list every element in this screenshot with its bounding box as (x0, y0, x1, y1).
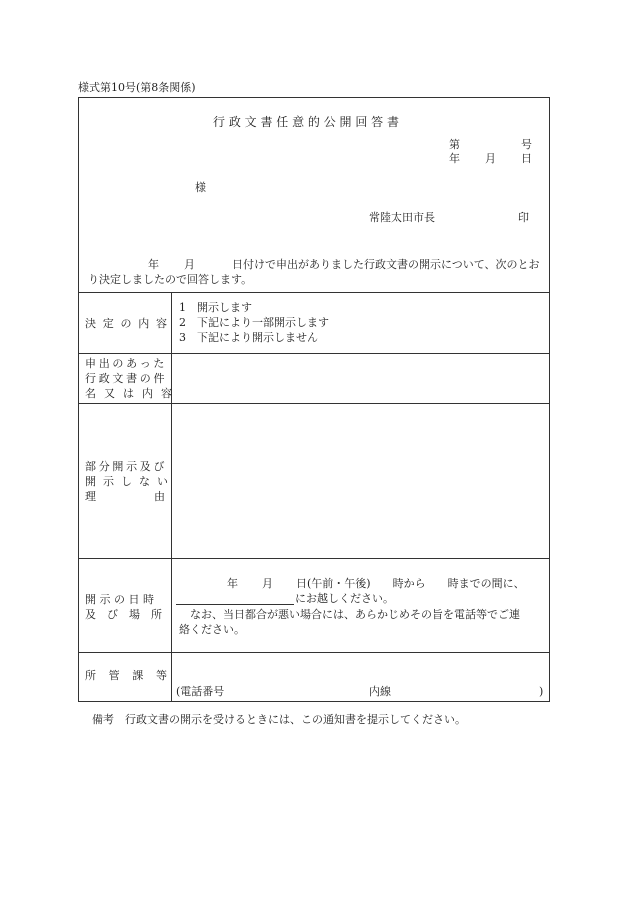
issuer-name: 常陸太田市長 (369, 211, 435, 224)
document-label-line: 名又は内容 (85, 387, 180, 400)
document-label-line: 申出のあった (85, 357, 168, 370)
intro-line-2: り決定しましたので回答します。 (88, 273, 253, 286)
reasons-label-line: 開示しない (85, 475, 175, 488)
ref-dai: 第 (449, 138, 460, 151)
row-divider (78, 558, 550, 559)
intro-month: 月 (184, 258, 195, 271)
row-divider (78, 292, 550, 293)
ref-month: 月 (485, 152, 496, 165)
decision-option: 3 下記により開示しません (179, 331, 318, 344)
row-divider (78, 652, 550, 653)
remarks-note: 備考 行政文書の開示を受けるときには、この通知書を提示してください。 (92, 713, 466, 726)
phone-number-label: (電話番号 (176, 685, 225, 698)
datetime-line-3: なお、当日都合が悪い場合には、あらかじめその旨を電話等でご連 (179, 608, 520, 621)
document-title: 行 政 文 書 任 意 的 公 開 回 答 書 (213, 115, 399, 129)
seal-mark: 印 (518, 211, 529, 224)
datetime-label-line: 及び場所 (85, 608, 173, 621)
place-blank-line (176, 604, 294, 605)
intro-year: 年 (148, 258, 159, 271)
datetime-year: 年 (227, 577, 238, 590)
ref-year: 年 (449, 152, 460, 165)
reasons-label-line: 部分開示及び (85, 460, 168, 473)
row-divider (78, 403, 550, 404)
datetime-label-line: 開示の日時 (85, 593, 158, 606)
form-number: 様式第10号(第8条関係) (78, 81, 196, 94)
datetime-line-1: 日(午前・午後) 時から 時までの間に、 (296, 577, 525, 590)
decision-option: 1 開示します (179, 301, 252, 314)
intro-line-1: 日付けで申出がありました行政文書の開示について、次のとお (232, 258, 540, 271)
addressee-suffix: 様 (195, 181, 206, 194)
row-divider (78, 353, 550, 354)
datetime-month: 月 (262, 577, 273, 590)
closing-paren: ) (539, 685, 544, 698)
reasons-label-line: 理由 (85, 490, 223, 503)
document-label-line: 行政文書の件 (85, 372, 168, 385)
ref-day: 日 (521, 152, 532, 165)
decision-option: 2 下記により一部開示します (179, 316, 329, 329)
datetime-line-2: にお越しください。 (295, 592, 394, 605)
extension-label: 内線 (369, 685, 391, 698)
datetime-line-4: 絡ください。 (179, 623, 245, 636)
decision-label: 決 定 の 内 容 (85, 317, 167, 330)
ref-go: 号 (521, 138, 532, 151)
department-label: 所 管 課 等 (85, 669, 167, 682)
